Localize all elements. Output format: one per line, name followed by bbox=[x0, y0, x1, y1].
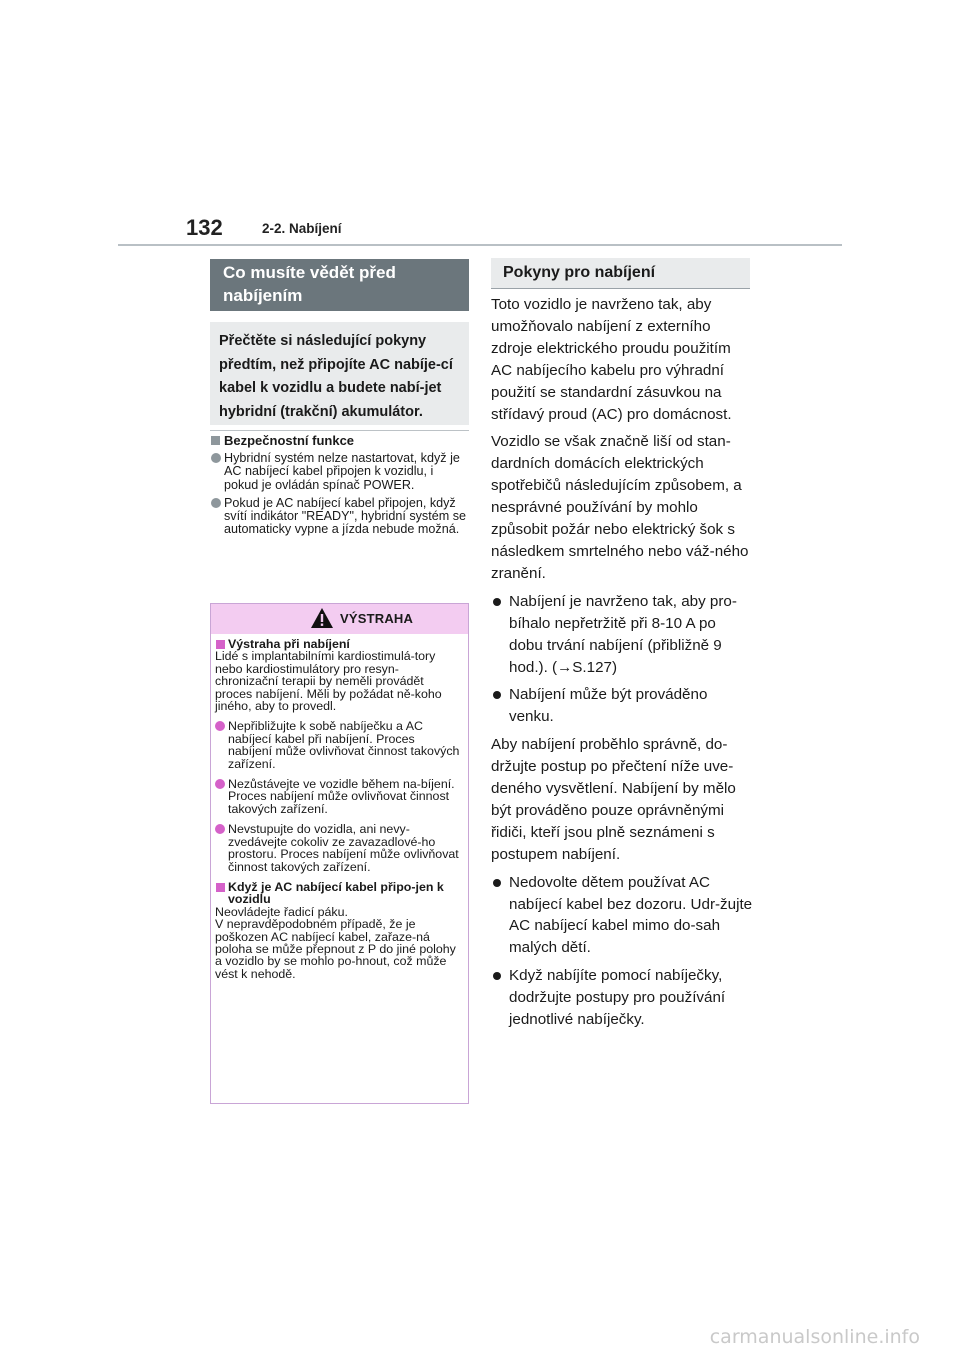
bullet-icon bbox=[215, 721, 225, 731]
bullet-icon bbox=[493, 972, 501, 980]
bullet-text: Nepřibližujte k sobě nabíječku a AC nabíjecí kabel při nabíjení. Proces nabíjení může ovlivňovat činnost takových zařízení. bbox=[228, 719, 460, 771]
list-item bbox=[215, 720, 460, 770]
intro-divider bbox=[210, 430, 469, 431]
list-item bbox=[215, 778, 460, 815]
paragraph: Toto vozidlo je navrženo tak, aby umožňovalo nabíjení z externího zdroje elektrického proudu použitím AC nabíjecího kabelu pro výhradní použití se standardní zásuvkou na střídavý proud (AC) pro domácnost. bbox=[491, 296, 732, 423]
bullet-icon bbox=[211, 498, 221, 508]
warning-paragraph: Lidé s implantabilními kardiostimulá-tory nebo kardiostimulátory pro resyn-chronizační terapii by neměli provádět proces nabíjení. Měli by požádat ně-koho jiného, aby to provedl. bbox=[215, 649, 442, 714]
right-section-title: Pokyny pro nabíjení bbox=[491, 258, 750, 288]
list-item bbox=[491, 965, 753, 1031]
charging-instructions bbox=[491, 294, 753, 1031]
header-divider bbox=[118, 244, 842, 246]
intro-box: Přečtěte si následující pokyny předtím, než připojíte AC nabíje-cí kabel k vozidlu a budete nabí-jet hybridní (trakční) akumulátor. bbox=[210, 322, 469, 425]
warning-paragraph: V nepravděpodobném případě, že je poškozen AC nabíjecí kabel, zařaze-ná poloha se může přepnout z P do jiné polohy a vozidlo by se mohlo po-hnout, což může vést k nehodě. bbox=[215, 917, 456, 981]
list-item bbox=[491, 684, 753, 728]
warning-heading-connected: Když je AC nabíjecí kabel připo-jen k vozidlu bbox=[215, 881, 460, 906]
bullet-icon bbox=[493, 598, 501, 606]
warning-paragraph: Neovládejte řadicí páku. bbox=[215, 904, 348, 919]
paragraph: Vozidlo se však značně liší od stan-dardních domácích elektrických spotřebičů následujícím způsobem, a nesprávné používání by mohlo způsobit požár nebo elektrický šok s následkem smrtelného nebo váž-ného zranění. bbox=[491, 433, 749, 582]
warning-box bbox=[210, 603, 469, 1104]
bullet-text: Nezůstávejte ve vozidle během na-bíjení. Proces nabíjení může ovlivňovat činnost takových zařízení. bbox=[228, 777, 455, 816]
bullet-text: Nabíjení může být prováděno venku. bbox=[509, 686, 708, 726]
list-item bbox=[491, 872, 753, 960]
warning-title: VÝSTRAHA bbox=[340, 611, 414, 626]
list-item bbox=[210, 497, 469, 537]
list-item bbox=[215, 823, 460, 873]
list-item bbox=[491, 591, 753, 679]
list-item bbox=[210, 452, 469, 492]
section-label: 2-2. Nabíjení bbox=[262, 221, 342, 236]
warning-body bbox=[211, 634, 468, 980]
warning-triangle-icon bbox=[310, 607, 334, 629]
bullet-text: Nabíjení je navrženo tak, aby pro-bíhalo nepřetržitě při 8-10 A po dobu trvání nabíjení (přibližně 9 hod.). (→S.127) bbox=[509, 592, 737, 676]
bullet-text: Nedovolte dětem používat AC nabíjecí kabel bez dozoru. Udr-žujte AC nabíjecí kabel mimo do-sah malých dětí. bbox=[509, 873, 753, 957]
bullet-icon bbox=[493, 879, 501, 887]
bullet-icon bbox=[215, 824, 225, 834]
bullet-text: Pokud je AC nabíjecí kabel připojen, když svítí indikátor "READY", hybridní systém se automaticky vypne a jízda nebude možná. bbox=[224, 495, 467, 537]
warning-heading-charging: Výstraha při nabíjení bbox=[215, 638, 460, 650]
bullet-text: Když nabíjíte pomocí nabíječky, dodržujte postupy pro používání jednotlivé nabíječky. bbox=[509, 967, 726, 1029]
bullet-text: Hybridní systém nelze nastartovat, když je AC nabíjecí kabel připojen k vozidlu, i pokud je ovládán spínač POWER. bbox=[224, 451, 460, 492]
paragraph: Aby nabíjení proběhlo správně, do-držujte postup po přečtení níže uve-deného vysvětlení. Nabíjení by mělo být prováděno pouze oprávněnými řidiči, kteří jsou plně seznámeni s postupem nabíjení. bbox=[491, 736, 736, 863]
bullet-icon bbox=[493, 691, 501, 699]
warning-header bbox=[211, 604, 468, 634]
page-number: 132 bbox=[186, 215, 223, 240]
right-title-divider bbox=[491, 288, 750, 289]
bullet-icon bbox=[215, 779, 225, 789]
watermark: carmanualsonline.info bbox=[709, 1326, 920, 1348]
bullet-text: Nevstupujte do vozidla, ani nevy-zvedávejte cokoliv ze zavazadlové-ho prostoru. Proces nabíjení může ovlivňovat činnost takových zařízení. bbox=[228, 822, 459, 874]
left-section-title: Co musíte vědět před nabíjením bbox=[210, 259, 469, 311]
bullet-icon bbox=[211, 453, 221, 463]
safety-section bbox=[210, 434, 469, 536]
safety-heading: Bezpečnostní funkce bbox=[210, 434, 469, 447]
